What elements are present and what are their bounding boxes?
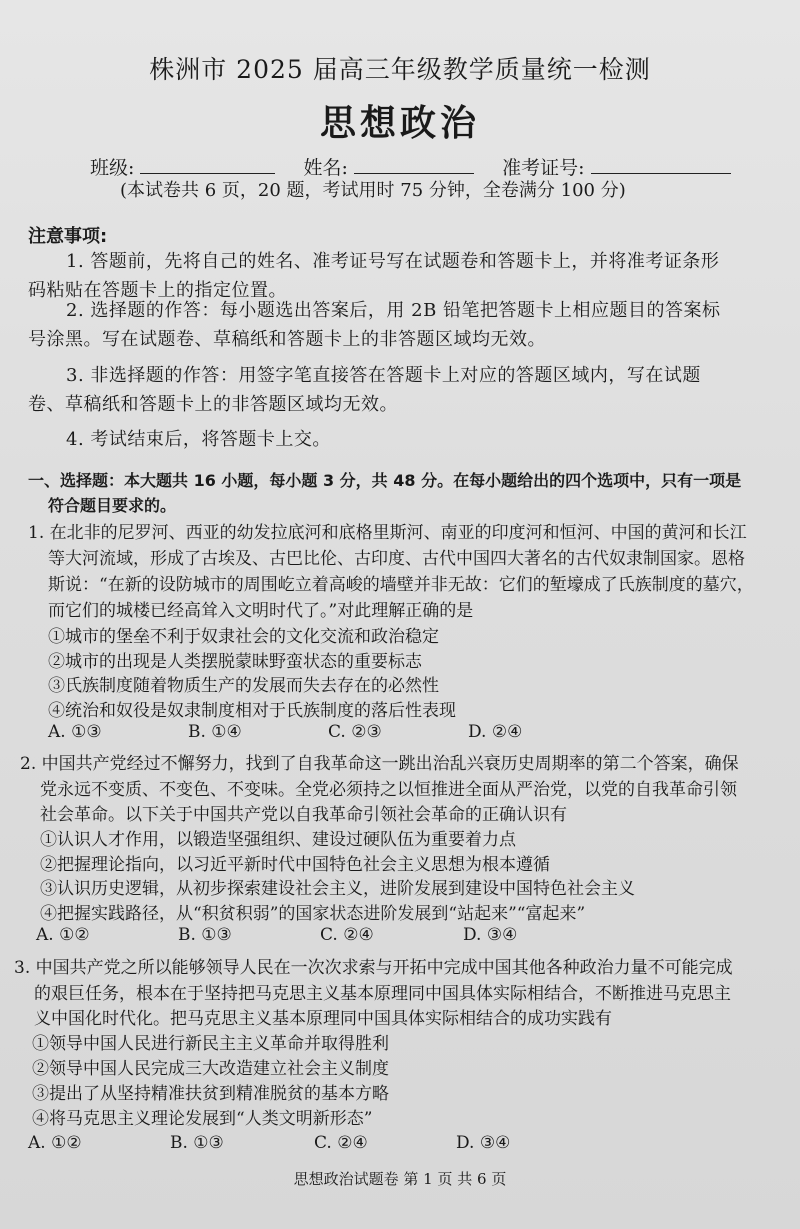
notice-heading: 注意事项: xyxy=(28,226,108,247)
notice-line: 4. 考试结束后，将答题卡上交。 xyxy=(66,429,331,450)
statement-item: ①领导中国人民进行新民主主义革命并取得胜利 xyxy=(32,1034,389,1054)
question-stem: 2. 中国共产党经过不懈努力，找到了自我革命这一跳出治乱兴衰历史周期率的第二个答案，确保 xyxy=(20,754,739,774)
notice-line: 码粘贴在答题卡上的指定位置。 xyxy=(28,280,287,301)
option-c: C. ②④ xyxy=(314,1133,368,1153)
option-d: D. ②④ xyxy=(468,722,523,742)
option-b: B. ①③ xyxy=(170,1133,224,1153)
option-d: D. ③④ xyxy=(456,1133,511,1153)
option-c: C. ②③ xyxy=(328,722,382,742)
statement-item: ①认识人才作用，以锻造坚强组织、建设过硬队伍为重要着力点 xyxy=(40,830,516,850)
notice-line: 3. 非选择题的作答：用签字笔直接答在答题卡上对应的答题区域内，写在试题 xyxy=(66,365,701,386)
option-a: A. ①③ xyxy=(48,722,102,742)
statement-item: ②领导中国人民完成三大改造建立社会主义制度 xyxy=(32,1059,389,1079)
option-b: B. ①③ xyxy=(178,925,232,945)
class-label: 班级: xyxy=(90,157,135,179)
option-d: D. ③④ xyxy=(463,925,518,945)
statement-item: ③认识历史逻辑，从初步探索建设社会主义，进阶发展到建设中国特色社会主义 xyxy=(40,879,635,899)
subject-title: 思想政治 xyxy=(319,103,480,144)
statement-item: ②城市的出现是人类摆脱蒙昧野蛮状态的重要标志 xyxy=(48,652,422,672)
statement-item: ④统治和奴役是奴隶制度相对于氏族制度的落后性表现 xyxy=(48,701,456,721)
exam-meta: (本试卷共 6 页，20 题，考试用时 75 分钟，全卷满分 100 分) xyxy=(120,180,626,201)
question-stem: 义中国化时代化。把马克思主义基本原理同中国具体实际相结合的成功实践有 xyxy=(34,1009,612,1029)
option-c: C. ②④ xyxy=(320,925,374,945)
statement-item: ③氏族制度随着物质生产的发展而失去存在的必然性 xyxy=(48,676,439,696)
class-blank xyxy=(140,155,275,174)
notice-line: 卷、草稿纸和答题卡上的非答题区域均无效。 xyxy=(28,394,398,415)
page-footer: 思想政治试题卷 第 1 页 共 6 页 xyxy=(293,1170,507,1188)
question-stem: 1. 在北非的尼罗河、西亚的幼发拉底河和底格里斯河、南亚的印度河和恒河、中国的黄河和长江 xyxy=(28,523,747,543)
ticket-label: 准考证号: xyxy=(502,157,585,179)
question-stem: 而它们的城楼已经高耸入文明时代了。”对此理解正确的是 xyxy=(48,601,474,621)
notice-line: 号涂黑。写在试题卷、草稿纸和答题卡上的非答题区域均无效。 xyxy=(28,329,546,350)
question-stem: 等大河流域，形成了古埃及、古巴比伦、古印度、古代中国四大著名的古代奴隶制国家。恩格 xyxy=(48,549,745,569)
question-stem: 的艰巨任务，根本在于坚持把马克思主义基本原理同中国具体实际相结合，不断推进马克思主 xyxy=(34,984,731,1004)
statement-item: ③提出了从坚持精准扶贫到精准脱贫的基本方略 xyxy=(32,1084,389,1104)
question-stem: 3. 中国共产党之所以能够领导人民在一次次求索与开拓中完成中国其他各种政治力量不可能完成 xyxy=(14,958,733,978)
name-label: 姓名: xyxy=(303,157,348,179)
ticket-blank xyxy=(591,155,731,174)
name-blank xyxy=(354,155,474,174)
statement-item: ④将马克思主义理论发展到“人类文明新形态” xyxy=(32,1109,373,1129)
statement-item: ②把握理论指向，以习近平新时代中国特色社会主义思想为根本遵循 xyxy=(40,855,550,875)
question-stem: 党永远不变质、不变色、不变味。全党必须持之以恒推进全面从严治党，以党的自我革命引领 xyxy=(40,780,737,800)
exam-title: 株洲市 2025 届高三年级教学质量统一检测 xyxy=(149,55,651,84)
statement-item: ④把握实践路径，从“积贫积弱”的国家状态进阶发展到“站起来”“富起来” xyxy=(40,904,586,924)
option-a: A. ①② xyxy=(36,925,90,945)
notice-line: 1. 答题前，先将自己的姓名、准考证号写在试题卷和答题卡上，并将准考证条形 xyxy=(66,251,720,272)
section-heading: 一、选择题：本大题共 16 小题，每小题 3 分，共 48 分。在每小题给出的四个选项中，只有一项是 xyxy=(28,471,742,490)
option-a: A. ①② xyxy=(28,1133,82,1153)
notice-line: 2. 选择题的作答：每小题选出答案后，用 2B 铅笔把答题卡上相应题目的答案标 xyxy=(66,300,721,321)
option-b: B. ①④ xyxy=(188,722,242,742)
question-stem: 斯说：“在新的设防城市的周围屹立着高峻的墙壁并非无故：它们的堑壕成了氏族制度的墓穴， xyxy=(48,575,754,595)
question-stem: 社会革命。以下关于中国共产党以自我革命引领社会革命的正确认识有 xyxy=(40,805,567,825)
section-heading-cont: 符合题目要求的。 xyxy=(48,496,177,515)
statement-item: ①城市的堡垒不利于奴隶社会的文化交流和政治稳定 xyxy=(48,627,439,647)
